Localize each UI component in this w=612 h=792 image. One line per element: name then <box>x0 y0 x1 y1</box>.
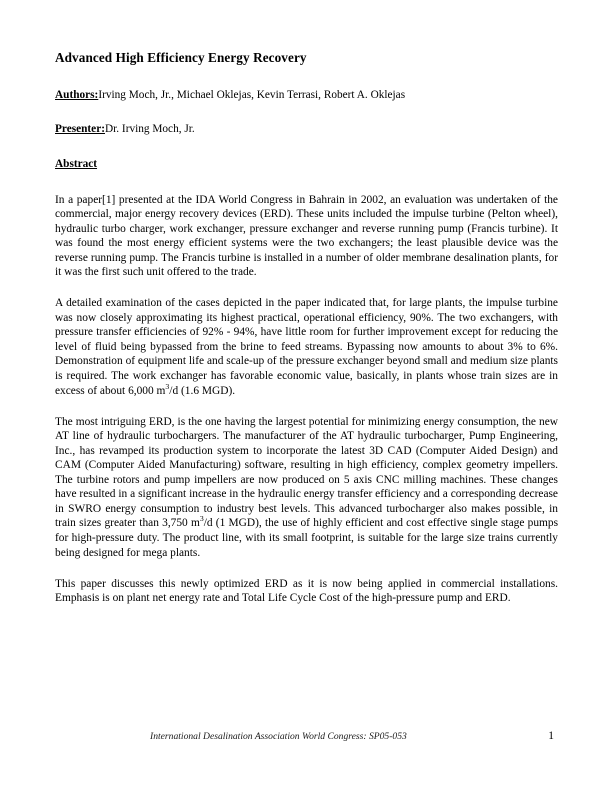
abstract-paragraph-1: In a paper[1] presented at the IDA World Congress in Bahrain in 2002, an evaluation was undertaken of the commercial, major energy recovery devices (ERD). These units included the impulse turbine (Pelton wheel), hydraulic turbo charger, work exchanger, pressure exchanger and reverse running pump (Francis turbine). It was found the most energy efficient systems were the two exchangers; the least plausible device was the reverse running pump. The Francis turbine is installed in a number of older membrane desalination plants, for it was the first such unit offered to the trade. <box>55 193 558 279</box>
presenter-value: Dr. Irving Moch, Jr. <box>104 123 195 136</box>
page-title: Advanced High Efficiency Energy Recovery <box>55 50 307 65</box>
document-body <box>55 50 558 606</box>
authors-label: Authors: <box>55 88 99 101</box>
abstract-heading: Abstract <box>55 157 98 170</box>
footer-conference-label: International Desalination Association World Congress: SP05-053 <box>150 731 407 742</box>
abstract-paragraph-4: This paper discusses this newly optimized ERD as it is now being applied in commercial installations. Emphasis is on plant net energy rate and Total Life Cycle Cost of the high-pressure pump and ERD. <box>55 577 558 605</box>
abstract-paragraph-3: The most intriguing ERD, is the one having the largest potential for minimizing energy consumption, the new AT line of hydraulic turbochargers. The manufacturer of the AT hydraulic turbocharger, Pump Engineering, Inc., has revamped its production system to incorporate the latest 3D CAD (Computer Aided Design) and CAM (Computer Aided Manufacturing) software, resulting in high efficiency, complex geometry impellers. The turbine rotors and pump impellers are now produced on 5 axis CNC milling machines. These changes have resulted in a significant increase in the hydraulic energy transfer efficiency and a corresponding decrease in SWRO energy consumption to industry best levels. This advanced turbocharger also makes possible, in train sizes greater than 3,750 $m^3/d$ (1 MGD), the use of highly efficient and cost effective single stage pumps for high-pressure duty. The product line, with its small footprint, is suitable for the large size trains currently being designed for mega plants. <box>55 415 558 559</box>
presenter-line <box>55 122 558 137</box>
abstract-paragraph-2: A detailed examination of the cases depicted in the paper indicated that, for large plants, the impulse turbine was now closely approximating its highest practical, operational efficiency, 90%. The two exchangers, with pressure transfer efficiencies of 92% - 94%, have little room for further improvement except for reducing the level of fluid being bypassed from the brine to feed streams. Bypassing now amounts to about 3% to 6%. Demonstration of equipment life and scale-up of the pressure exchanger beyond small and medium size plants is required. The work exchanger has favorable economic value, basically, in plants whose train sizes are in excess of about 6,000 $m^3/d$ (1.6 MGD). <box>55 297 558 397</box>
authors-line <box>55 88 558 103</box>
authors-value: Irving Moch, Jr., Michael Oklejas, Kevin Terrasi, Robert A. Oklejas <box>98 88 406 101</box>
page-footer <box>55 730 558 742</box>
footer-page-number: 1 <box>548 730 554 742</box>
presenter-label: Presenter: <box>55 123 105 136</box>
